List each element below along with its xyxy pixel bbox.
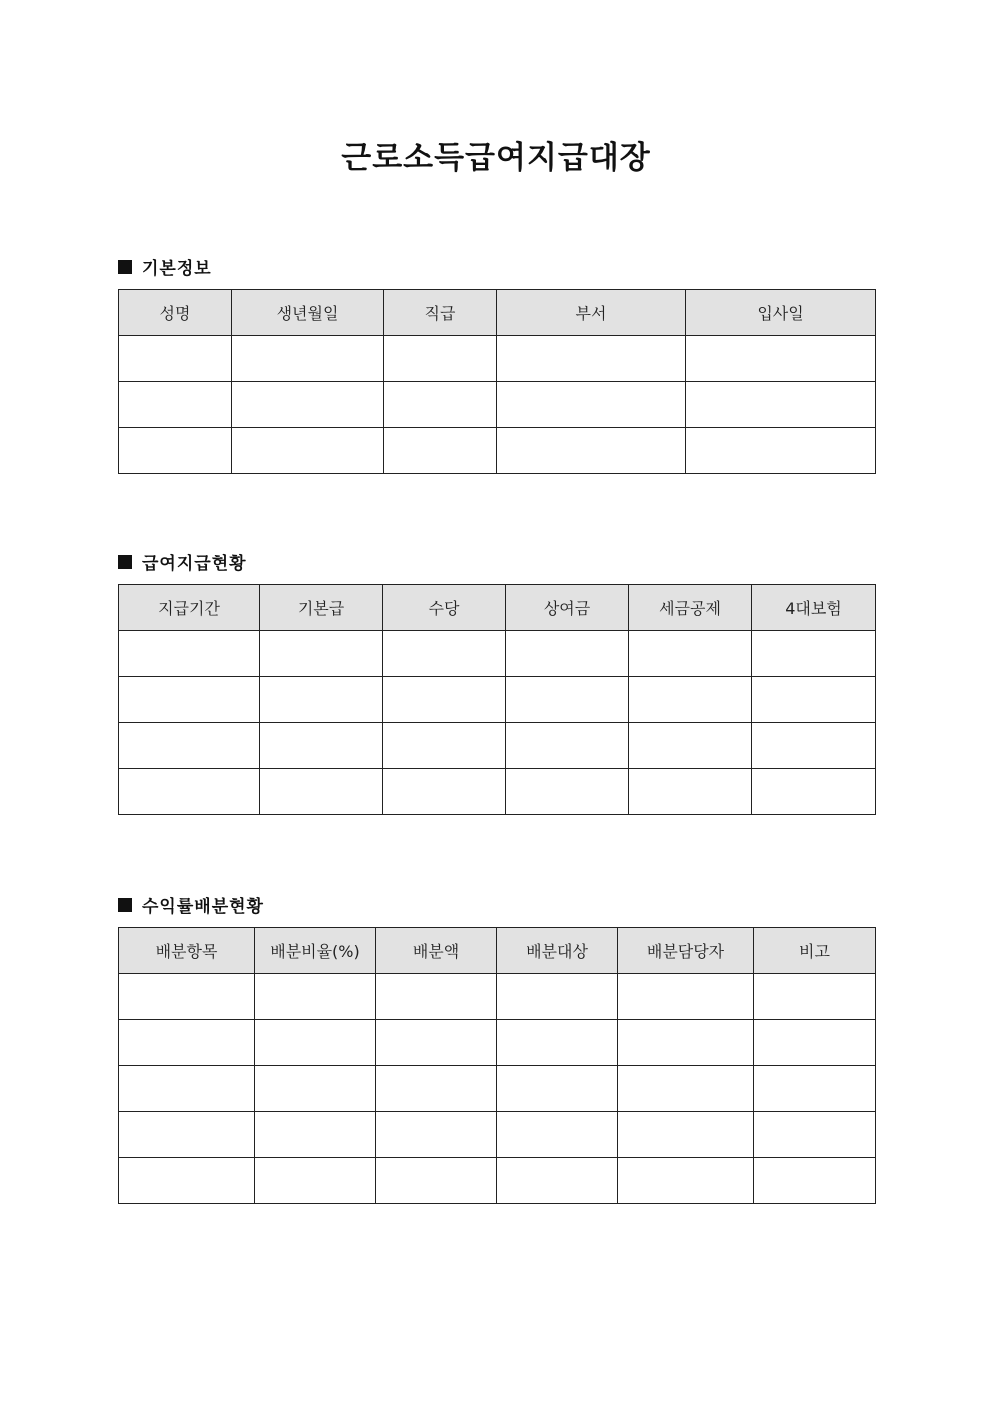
table-cell[interactable] bbox=[618, 1066, 754, 1112]
table-cell[interactable] bbox=[376, 974, 497, 1020]
table-cell[interactable] bbox=[754, 1066, 876, 1112]
square-bullet-icon bbox=[118, 555, 132, 569]
table-row bbox=[119, 1112, 876, 1158]
table-cell[interactable] bbox=[754, 974, 876, 1020]
section-heading-profit-distribution bbox=[118, 892, 264, 917]
column-header-department: 부서 bbox=[497, 290, 686, 336]
column-header-position: 직급 bbox=[384, 290, 497, 336]
column-header-pay-period: 지급기간 bbox=[119, 585, 260, 631]
table-row bbox=[119, 1020, 876, 1066]
table-cell[interactable] bbox=[506, 631, 629, 677]
table-cell[interactable] bbox=[260, 631, 383, 677]
table-cell[interactable] bbox=[384, 382, 497, 428]
table-cell[interactable] bbox=[119, 631, 260, 677]
table-cell[interactable] bbox=[384, 336, 497, 382]
table-cell[interactable] bbox=[383, 677, 506, 723]
table-cell[interactable] bbox=[754, 1020, 876, 1066]
table-cell[interactable] bbox=[497, 1158, 618, 1204]
table-cell[interactable] bbox=[629, 769, 752, 815]
table-cell[interactable] bbox=[752, 677, 876, 723]
table-cell[interactable] bbox=[497, 1112, 618, 1158]
table-header-row bbox=[119, 585, 876, 631]
table-cell[interactable] bbox=[232, 336, 384, 382]
column-header-distribution-manager: 배분담당자 bbox=[618, 928, 754, 974]
square-bullet-icon bbox=[118, 260, 132, 274]
basic-info-table bbox=[118, 289, 876, 474]
column-header-allowance: 수당 bbox=[383, 585, 506, 631]
column-header-name: 성명 bbox=[119, 290, 232, 336]
table-cell[interactable] bbox=[119, 336, 232, 382]
table-cell[interactable] bbox=[618, 974, 754, 1020]
table-cell[interactable] bbox=[383, 723, 506, 769]
table-row bbox=[119, 631, 876, 677]
table-header-row bbox=[119, 290, 876, 336]
table-cell[interactable] bbox=[497, 1066, 618, 1112]
table-cell[interactable] bbox=[497, 382, 686, 428]
table-cell[interactable] bbox=[629, 631, 752, 677]
table-row bbox=[119, 1158, 876, 1204]
table-cell[interactable] bbox=[376, 1158, 497, 1204]
table-row bbox=[119, 677, 876, 723]
table-cell[interactable] bbox=[686, 428, 876, 474]
section-heading-basic-info bbox=[118, 254, 212, 279]
column-header-birthdate: 생년월일 bbox=[232, 290, 384, 336]
table-cell[interactable] bbox=[618, 1112, 754, 1158]
table-cell[interactable] bbox=[255, 1158, 376, 1204]
table-cell[interactable] bbox=[497, 336, 686, 382]
column-header-distribution-amount: 배분액 bbox=[376, 928, 497, 974]
table-cell[interactable] bbox=[384, 428, 497, 474]
table-cell[interactable] bbox=[119, 974, 255, 1020]
column-header-distribution-ratio: 배분비율(%) bbox=[255, 928, 376, 974]
table-cell[interactable] bbox=[119, 1020, 255, 1066]
column-header-hire-date: 입사일 bbox=[686, 290, 876, 336]
table-cell[interactable] bbox=[119, 428, 232, 474]
table-cell[interactable] bbox=[497, 974, 618, 1020]
table-cell[interactable] bbox=[119, 1158, 255, 1204]
table-cell[interactable] bbox=[506, 769, 629, 815]
table-cell[interactable] bbox=[376, 1112, 497, 1158]
column-header-bonus: 상여금 bbox=[506, 585, 629, 631]
table-cell[interactable] bbox=[506, 723, 629, 769]
table-cell[interactable] bbox=[754, 1112, 876, 1158]
column-header-base-salary: 기본급 bbox=[260, 585, 383, 631]
table-cell[interactable] bbox=[752, 631, 876, 677]
table-cell[interactable] bbox=[383, 631, 506, 677]
table-cell[interactable] bbox=[255, 1020, 376, 1066]
table-cell[interactable] bbox=[255, 974, 376, 1020]
column-header-remarks: 비고 bbox=[754, 928, 876, 974]
column-header-tax-deduction: 세금공제 bbox=[629, 585, 752, 631]
table-cell[interactable] bbox=[119, 769, 260, 815]
table-cell[interactable] bbox=[686, 382, 876, 428]
table-header-row bbox=[119, 928, 876, 974]
table-cell[interactable] bbox=[629, 723, 752, 769]
table-row bbox=[119, 1066, 876, 1112]
table-cell[interactable] bbox=[376, 1066, 497, 1112]
table-cell[interactable] bbox=[376, 1020, 497, 1066]
table-cell[interactable] bbox=[255, 1112, 376, 1158]
table-cell[interactable] bbox=[232, 428, 384, 474]
table-cell[interactable] bbox=[119, 723, 260, 769]
table-row bbox=[119, 382, 876, 428]
section-title: 기본정보 bbox=[142, 259, 212, 279]
table-cell[interactable] bbox=[119, 382, 232, 428]
table-cell[interactable] bbox=[497, 428, 686, 474]
table-cell[interactable] bbox=[260, 769, 383, 815]
payroll-status-table bbox=[118, 584, 876, 815]
table-row bbox=[119, 336, 876, 382]
table-cell[interactable] bbox=[119, 677, 260, 723]
section-heading-payroll-status bbox=[118, 549, 247, 574]
table-cell[interactable] bbox=[119, 1112, 255, 1158]
table-cell[interactable] bbox=[260, 677, 383, 723]
table-row bbox=[119, 428, 876, 474]
table-cell[interactable] bbox=[232, 382, 384, 428]
table-cell[interactable] bbox=[497, 1020, 618, 1066]
document-title: 근로소득급여지급대장 bbox=[341, 140, 651, 176]
profit-distribution-table bbox=[118, 927, 876, 1204]
table-row bbox=[119, 974, 876, 1020]
table-cell[interactable] bbox=[752, 723, 876, 769]
table-cell[interactable] bbox=[629, 677, 752, 723]
table-row bbox=[119, 723, 876, 769]
column-header-distribution-target: 배분대상 bbox=[497, 928, 618, 974]
table-cell[interactable] bbox=[618, 1158, 754, 1204]
table-cell[interactable] bbox=[686, 336, 876, 382]
table-row bbox=[119, 769, 876, 815]
table-cell[interactable] bbox=[383, 769, 506, 815]
table-cell[interactable] bbox=[255, 1066, 376, 1112]
table-cell[interactable] bbox=[506, 677, 629, 723]
section-title: 수익률배분현황 bbox=[142, 897, 264, 917]
table-cell[interactable] bbox=[119, 1066, 255, 1112]
table-cell[interactable] bbox=[752, 769, 876, 815]
section-title: 급여지급현황 bbox=[142, 554, 247, 574]
column-header-distribution-item: 배분항목 bbox=[119, 928, 255, 974]
square-bullet-icon bbox=[118, 898, 132, 912]
table-cell[interactable] bbox=[260, 723, 383, 769]
table-cell[interactable] bbox=[618, 1020, 754, 1066]
column-header-social-insurance: 4대보험 bbox=[752, 585, 876, 631]
table-cell[interactable] bbox=[754, 1158, 876, 1204]
